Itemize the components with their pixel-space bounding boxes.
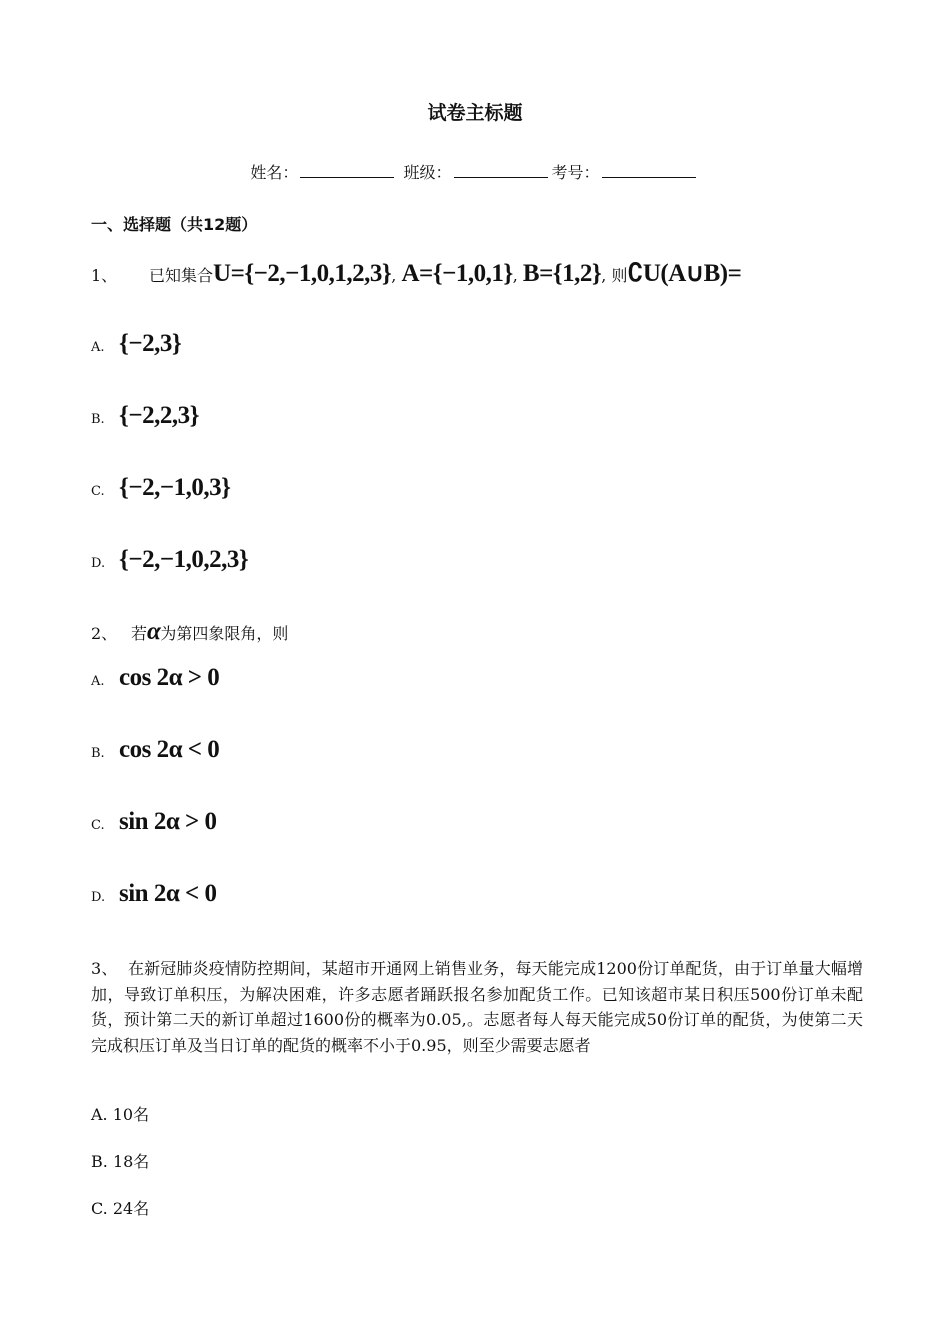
option-value: 24名 — [112, 1199, 150, 1218]
page-title: 试卷主标题 — [427, 102, 523, 124]
option-label: B. — [91, 746, 105, 761]
option-value: cos 2α < 0 — [119, 736, 220, 763]
number-label: 考号： — [551, 163, 600, 182]
option-2b[interactable] — [91, 736, 219, 764]
option-label: B. — [91, 1152, 108, 1171]
option-1a[interactable] — [91, 330, 181, 358]
option-1c[interactable] — [91, 474, 230, 502]
option-label: C. — [91, 818, 105, 833]
question-text: 在新冠肺炎疫情防控期间，某超市开通网上销售业务，每天能完成1200份订单配货，由于订单量大幅增加，导致订单积压，为解决困难，许多志愿者踊跃报名参加配货工作。已知该超市某日积压500份订单未配货，预计第二天的新订单超过1600份的概率为0.05,。志愿者每人每天能完成50份订单的配货，为使第二天完成积压订单及当日订单的配货的概率不小于0.95，则至少需要志愿者 — [91, 959, 863, 1055]
option-value: cos 2α > 0 — [119, 664, 220, 691]
math-alpha: α — [147, 618, 161, 645]
math-complement-expr: ∁U(A∪B)= — [627, 260, 742, 287]
option-label: A. — [91, 340, 105, 355]
option-label: B. — [91, 412, 105, 427]
name-blank[interactable] — [300, 163, 394, 178]
question-number: 3、 — [91, 959, 118, 978]
question-1 — [91, 258, 741, 288]
math-set-a: A={−1,0,1} — [401, 260, 513, 287]
option-3b[interactable] — [91, 1149, 149, 1172]
option-value: 18名 — [112, 1152, 150, 1171]
option-value: sin 2α < 0 — [119, 880, 217, 907]
class-label: 班级： — [403, 163, 452, 182]
question-text: 则 — [611, 266, 628, 285]
option-2d[interactable] — [91, 880, 217, 908]
option-value: sin 2α > 0 — [119, 808, 217, 835]
option-value: {−2,−1,0,3} — [119, 474, 231, 501]
option-label: D. — [91, 556, 106, 571]
question-number: 2、 — [91, 624, 118, 643]
math-set-u: U={−2,−1,0,1,2,3} — [213, 260, 392, 287]
option-3c[interactable] — [91, 1196, 149, 1219]
option-label: A. — [91, 674, 105, 689]
question-3 — [91, 956, 863, 1058]
section-heading: 一、选择题（共12题） — [91, 215, 258, 234]
option-label: A. — [91, 1105, 108, 1124]
option-label: C. — [91, 1199, 108, 1218]
question-text: 已知集合 — [149, 266, 214, 285]
option-2c[interactable] — [91, 808, 217, 836]
option-1d[interactable] — [91, 546, 248, 574]
question-text: 为第四象限角，则 — [160, 624, 289, 643]
option-value: {−2,3} — [119, 330, 182, 357]
question-text: 若 — [131, 624, 148, 643]
option-value: {−2,2,3} — [119, 402, 199, 429]
question-number: 1、 — [91, 266, 118, 285]
option-value: 10名 — [112, 1105, 150, 1124]
separator: , — [391, 266, 397, 285]
separator: , — [512, 266, 518, 285]
question-2 — [91, 618, 288, 646]
option-1b[interactable] — [91, 402, 199, 430]
option-label: D. — [91, 890, 106, 905]
class-blank[interactable] — [454, 163, 548, 178]
math-set-b: B={1,2} — [522, 260, 602, 287]
name-label: 姓名： — [250, 163, 299, 182]
option-value: {−2,−1,0,2,3} — [119, 546, 249, 573]
separator: , — [601, 266, 607, 285]
number-blank[interactable] — [602, 163, 696, 178]
student-info-line — [0, 160, 950, 183]
option-3a[interactable] — [91, 1102, 149, 1125]
option-label: C. — [91, 484, 105, 499]
option-2a[interactable] — [91, 664, 219, 692]
